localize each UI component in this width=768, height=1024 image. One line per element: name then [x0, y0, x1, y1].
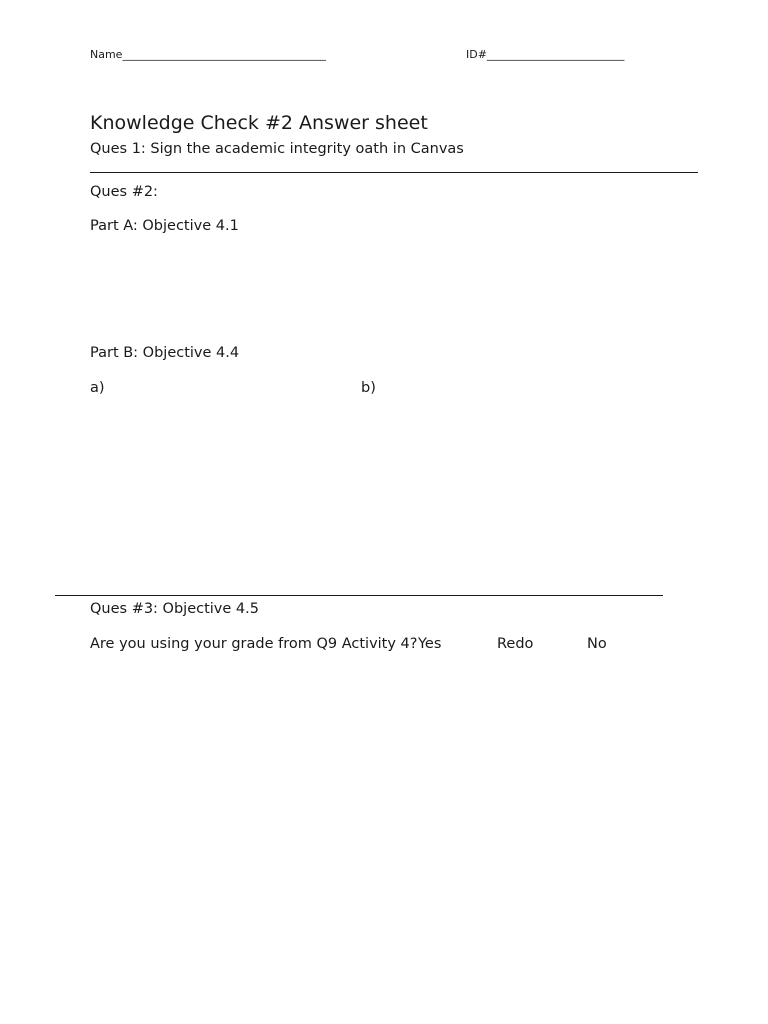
question-2-part-a: Part A: Objective 4.1 [90, 218, 239, 234]
question-2-heading: Ques #2: [90, 184, 158, 200]
option-yes: Yes [418, 636, 442, 652]
id-field-label: ID#_________________________ [466, 48, 625, 61]
question-3-prompt: Are you using your grade from Q9 Activity 4? [90, 636, 418, 652]
question-1-text: Ques 1: Sign the academic integrity oath in Canvas [90, 141, 464, 157]
option-redo: Redo [497, 636, 534, 652]
question-2-part-b: Part B: Objective 4.4 [90, 345, 240, 361]
name-field-label: Name_____________________________________ [90, 48, 326, 61]
option-no: No [587, 636, 607, 652]
part-b-sub-a: a) [90, 380, 105, 396]
question-3-heading: Ques #3: Objective 4.5 [90, 601, 259, 617]
divider-line-1 [90, 172, 698, 173]
page-title: Knowledge Check #2 Answer sheet [90, 112, 428, 134]
divider-line-2 [55, 595, 663, 596]
part-b-sub-b: b) [361, 380, 376, 396]
